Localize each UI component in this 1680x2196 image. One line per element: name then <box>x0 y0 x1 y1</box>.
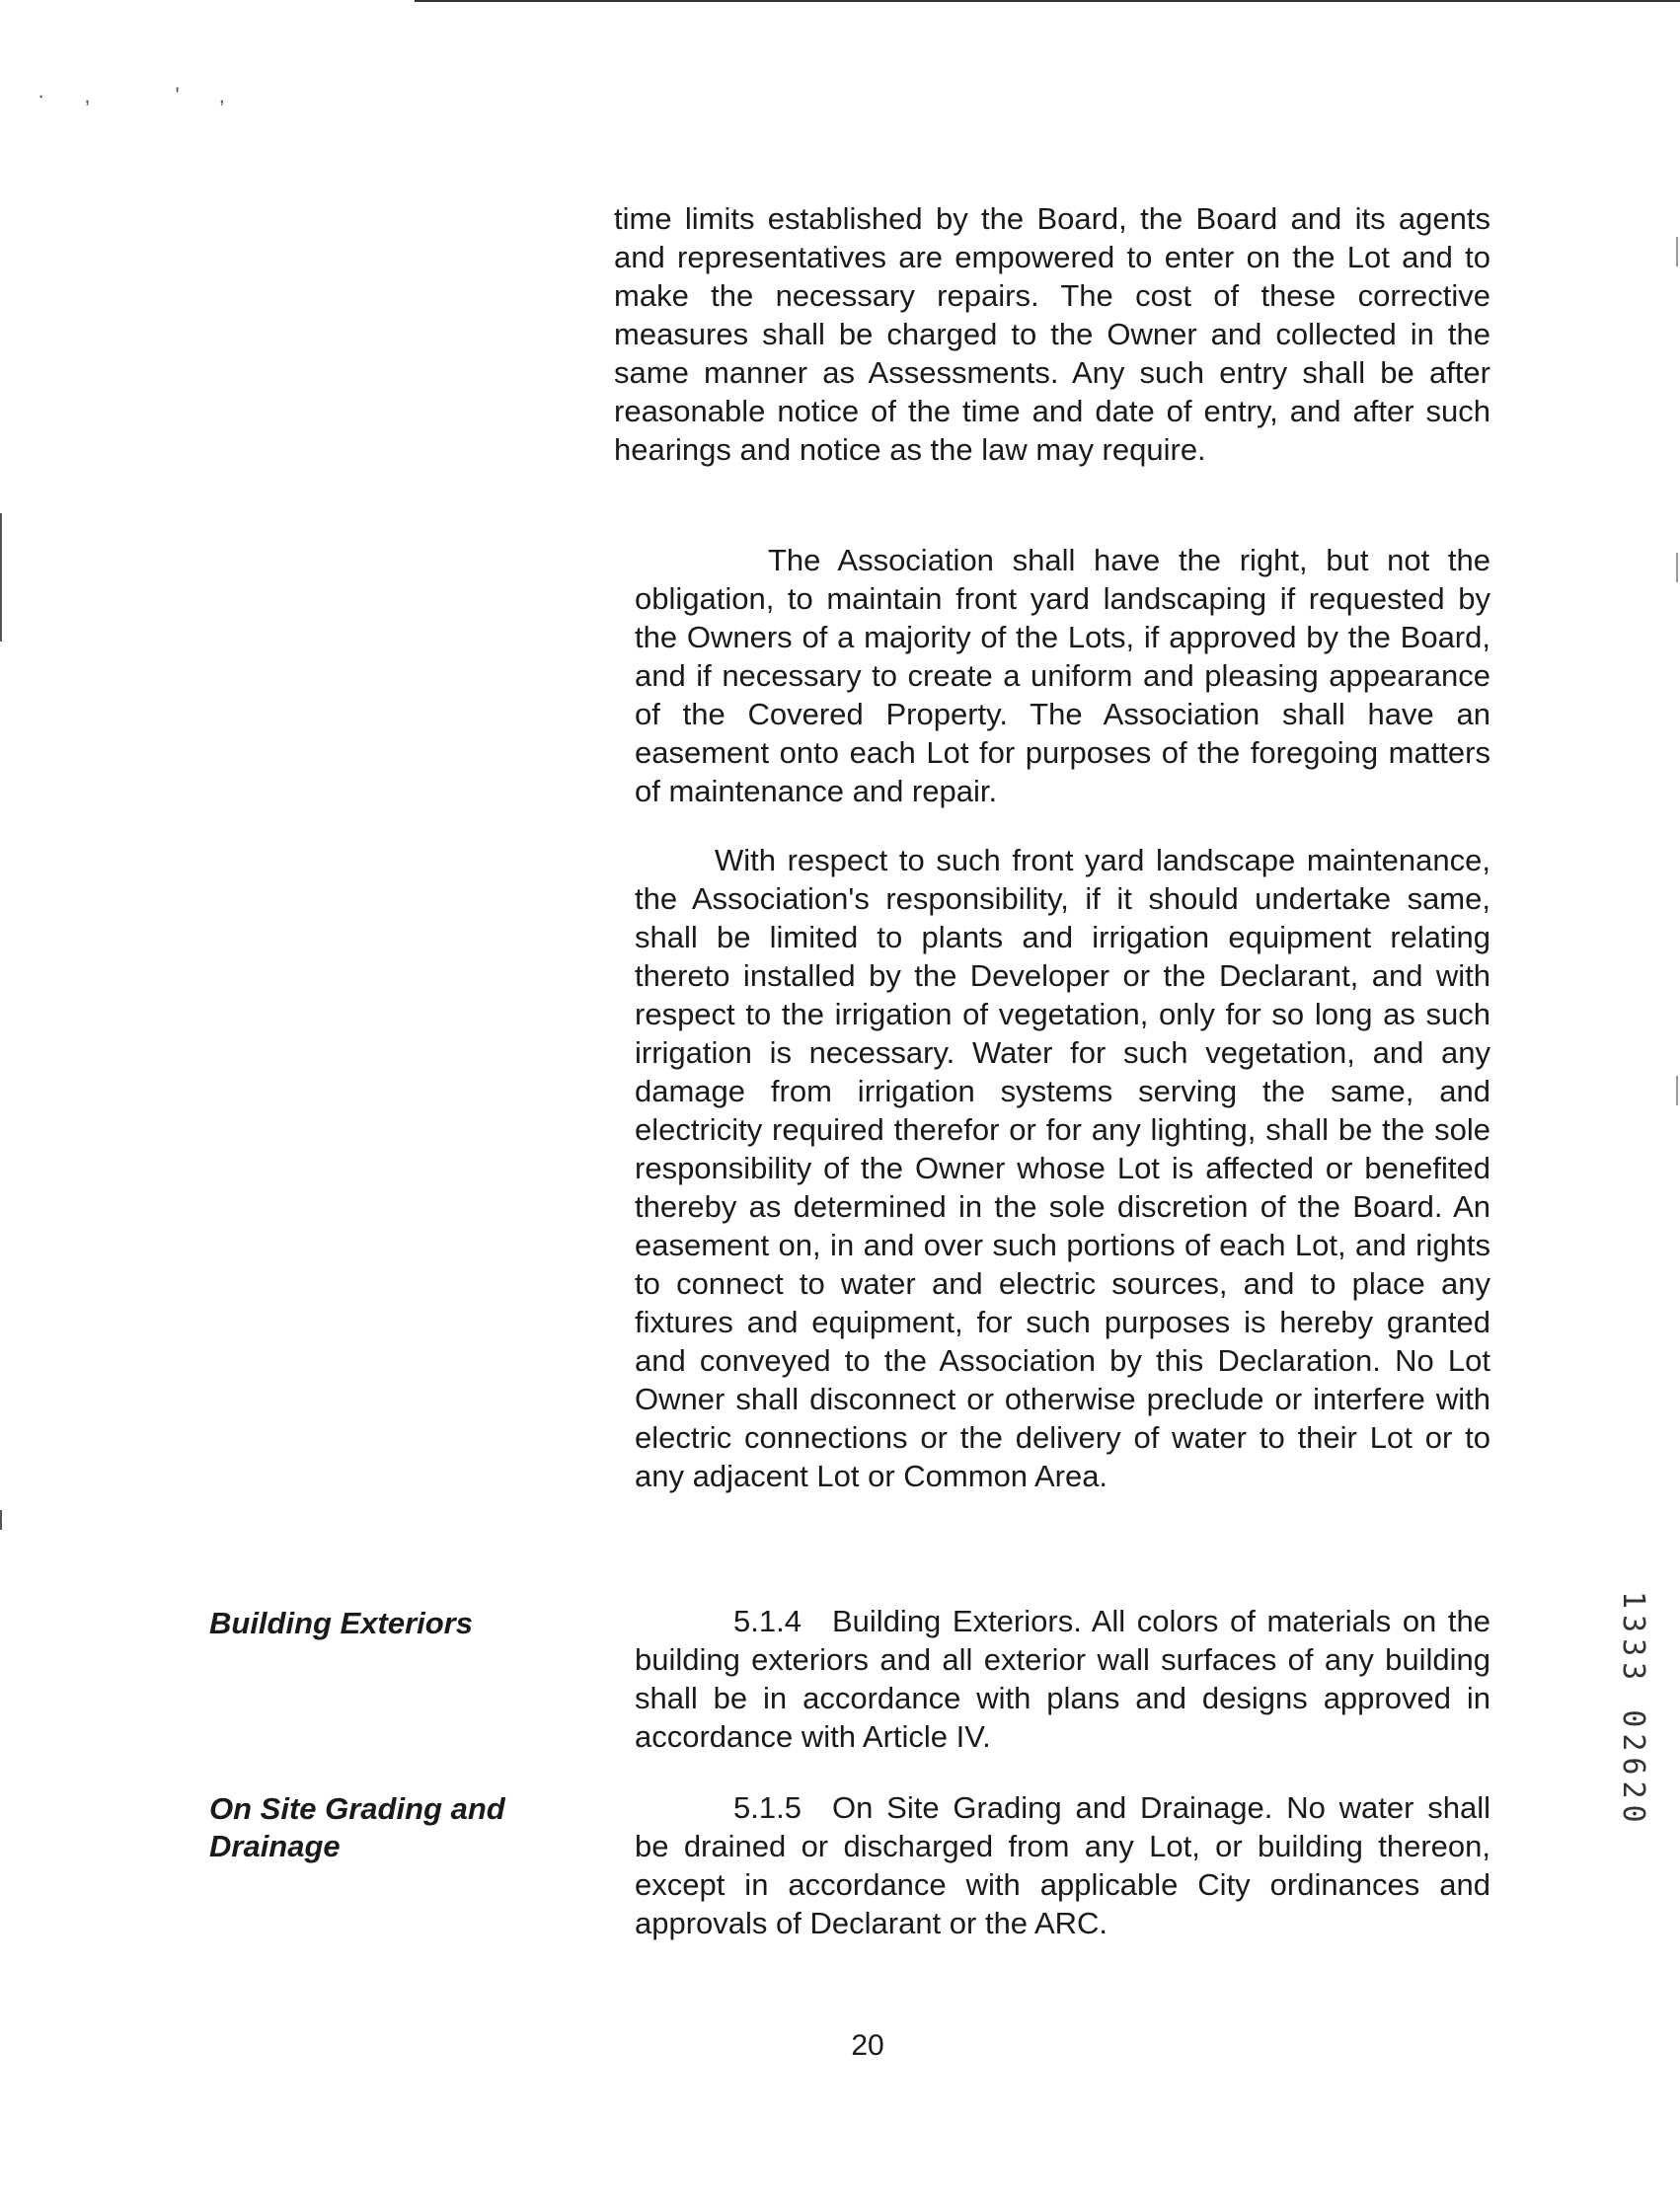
side-heading-building-exteriors: Building Exteriors <box>209 1606 473 1640</box>
section-5-1-4 <box>635 1602 1490 1756</box>
section-text: Building Exteriors. All colors of materials on the building exteriors and all exterior wall surfaces of any building shall be in accordance with plans and designs approved in accordance with Article IV. <box>635 1604 1490 1754</box>
side-heading-line: On Site Grading and <box>209 1791 505 1826</box>
section-text: On Site Grading and Drainage. No water shall be drained or discharged from any Lot, or building thereon, except in accordance with applicable City ordinances and approvals of Declarant or the ARC. <box>635 1790 1490 1940</box>
top-border-line <box>415 0 1680 2</box>
scan-specks: ·, ', <box>38 83 265 108</box>
section-number: 5.1.4 <box>733 1604 802 1638</box>
paragraph-text: time limits established by the Board, the Board and its agents and representatives are empowered to enter on the Lot and to make the necessary repairs. The cost of these corrective measures shall be charged to the Owner and collected in the same manner as Assessments. Any such entry shall be after reasonable notice of the time and date of entry, and after such hearings and notice as the law may require. <box>614 201 1490 467</box>
paragraph-front-yard-landscaping <box>635 541 1490 810</box>
paragraph-text: With respect to such front yard landscape maintenance, the Association's responsibility, if it should undertake same, shall be limited to plants and irrigation equipment relating thereto installed by the Developer or the Declarant, and with respect to the irrigation of vegetation, only for so long as such irrigation is necessary. Water for such vegetation, and any damage from irrigation systems serving the same, and electricity required therefor or for any lighting, shall be the sole responsibility of the Owner whose Lot is affected or benefited thereby as determined in the sole discretion of the Board. An easement on, in and over such portions of each Lot, and rights to connect to water and electric sources, and to place any fixtures and equipment, for such purposes is hereby granted and conveyed to the Association by this Declaration. No Lot Owner shall disconnect or otherwise preclude or interfere with electric connections or the delivery of water to their Lot or to any adjacent Lot or Common Area. <box>635 843 1490 1493</box>
page-number-text: 20 <box>851 2029 884 2062</box>
side-heading-grading-drainage <box>209 1790 505 1865</box>
side-heading-line: Drainage <box>209 1829 341 1863</box>
paragraph-text: The Association shall have the right, but not the obligation, to maintain front yard landscaping if requested by the Owners of a majority of the Lots, if approved by the Board, and if necessary to create a uniform and pleasing appearance of the Covered Property. The Association shall have an easement onto each Lot for purposes of the foregoing matters of maintenance and repair. <box>635 543 1490 808</box>
page-number <box>0 2029 1680 2063</box>
right-scan-tick <box>1676 237 1678 266</box>
left-scan-edge <box>0 1510 2 1530</box>
right-scan-tick <box>1676 553 1678 582</box>
section-number: 5.1.5 <box>733 1790 802 1825</box>
paragraph-landscape-maintenance <box>635 841 1490 1495</box>
paragraph-continuation <box>614 199 1490 469</box>
left-scan-edge <box>0 513 2 642</box>
right-scan-tick <box>1676 1076 1678 1105</box>
margin-stamp: 1333 02620 <box>1616 1591 1650 1829</box>
section-5-1-5 <box>635 1788 1490 1942</box>
